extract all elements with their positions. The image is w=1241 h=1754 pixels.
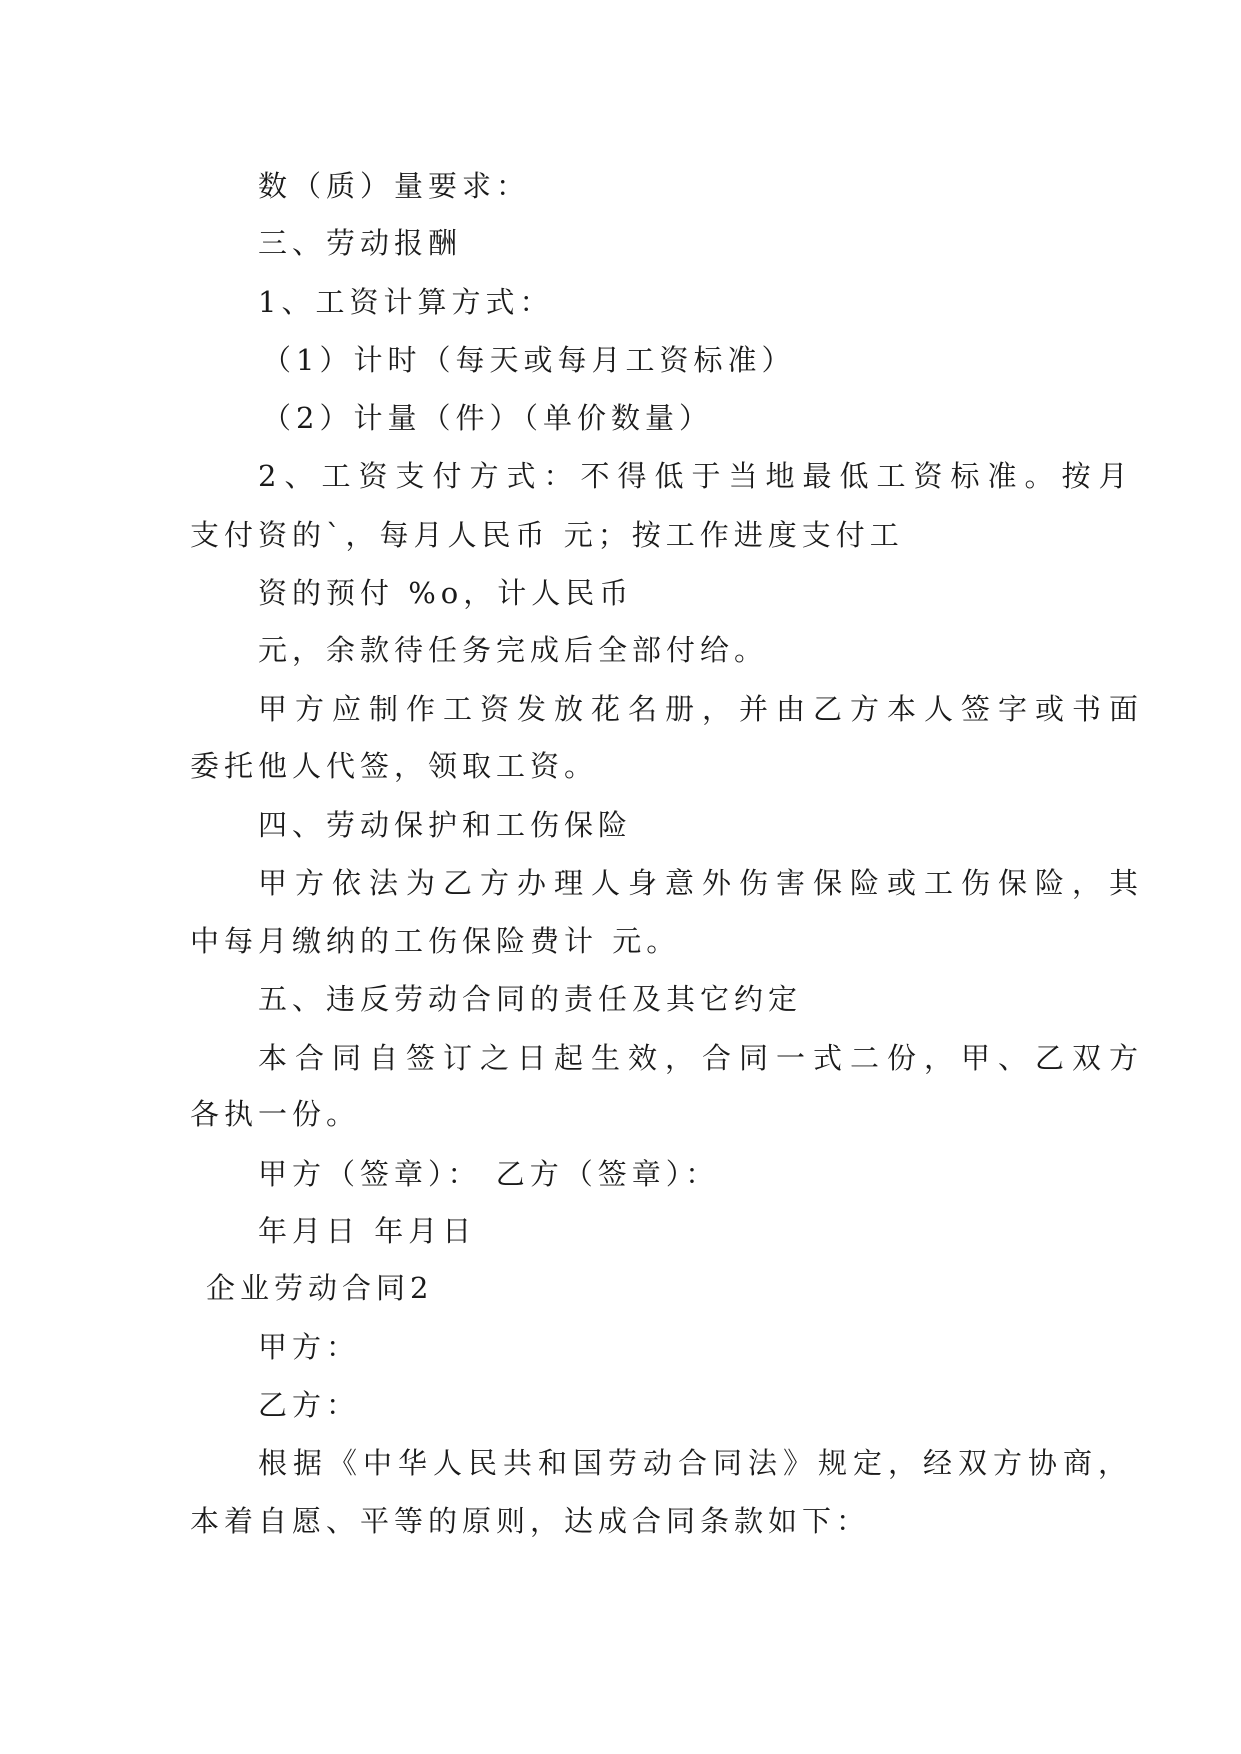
document-title: 企业劳动合同2 bbox=[206, 1271, 434, 1305]
party-a-field: 甲方： bbox=[258, 1330, 361, 1364]
date-line: 年月日 年月日 bbox=[258, 1214, 477, 1248]
paragraph-payroll-roster: 甲方应制作工资发放花名册，并由乙方本人签字或书面 bbox=[258, 692, 1147, 726]
heading-labor-remuneration: 三、劳动报酬 bbox=[258, 226, 463, 260]
signature-line: 甲方（签章）： 乙方（签章）： bbox=[258, 1157, 720, 1191]
paragraph-time-based: （1）计时（每天或每月工资标准） bbox=[262, 343, 796, 377]
paragraph-payroll-roster-cont: 委托他人代签，领取工资。 bbox=[190, 749, 599, 783]
paragraph-insurance: 甲方依法为乙方办理人身意外伤害保险或工伤保险，其 bbox=[258, 866, 1147, 900]
paragraph-effective-cont: 各执一份。 bbox=[190, 1097, 361, 1131]
paragraph-insurance-cont: 中每月缴纳的工伤保险费计 元。 bbox=[190, 924, 681, 958]
paragraph-balance: 元，余款待任务完成后全部付给。 bbox=[258, 633, 769, 667]
paragraph-quantity-quality: 数（质）量要求： bbox=[258, 169, 531, 203]
paragraph-wage-payment-cont: 支付资的`，每月人民币 元；按工作进度支付工 bbox=[190, 518, 904, 552]
party-b-field: 乙方： bbox=[258, 1388, 361, 1422]
paragraph-legal-basis-cont: 本着自愿、平等的原则，达成合同条款如下： bbox=[190, 1504, 871, 1538]
paragraph-wage-payment: 2、工资支付方式：不得低于当地最低工资标准。按月 bbox=[258, 459, 1136, 493]
paragraph-piece-based: （2）计量（件）（单价数量） bbox=[262, 401, 713, 435]
paragraph-prepayment: 资的预付 %o，计人民币 bbox=[258, 576, 634, 610]
heading-liability: 五、违反劳动合同的责任及其它约定 bbox=[258, 982, 803, 1016]
paragraph-legal-basis: 根据《中华人民共和国劳动合同法》规定，经双方协商， bbox=[258, 1446, 1134, 1480]
heading-labor-protection: 四、劳动保护和工伤保险 bbox=[258, 808, 633, 842]
paragraph-wage-calculation: 1、工资计算方式： bbox=[258, 285, 554, 319]
paragraph-effective: 本合同自签订之日起生效，合同一式二份，甲、乙双方 bbox=[258, 1041, 1147, 1075]
